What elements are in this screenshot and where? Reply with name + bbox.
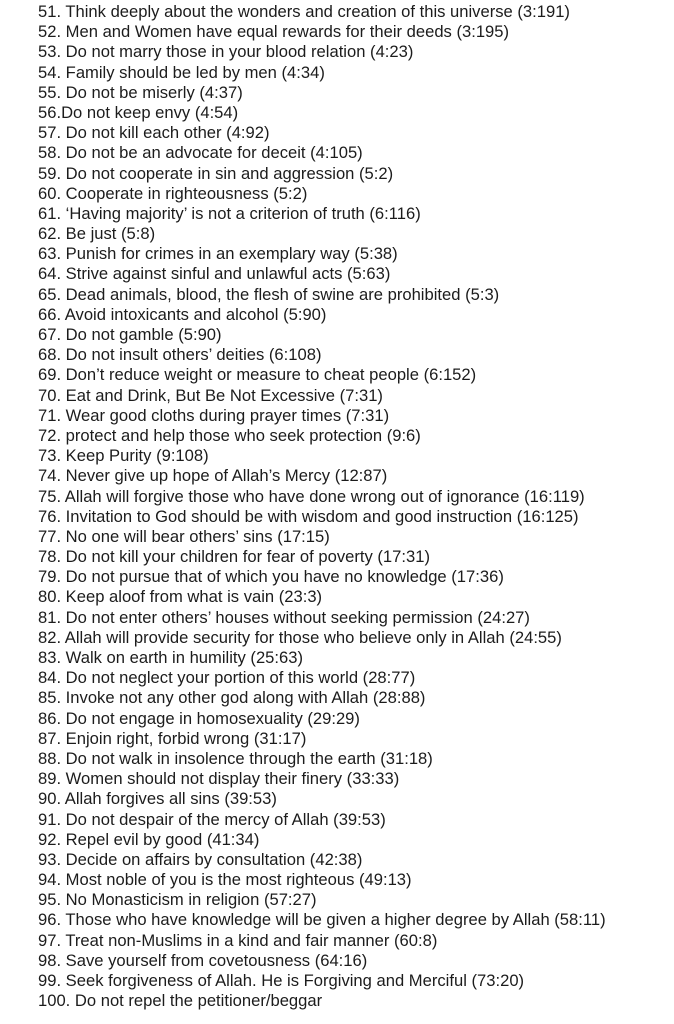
list-item: 58. Do not be an advocate for deceit (4:105) — [38, 143, 363, 163]
list-item: 77. No one will bear others’ sins (17:15) — [38, 526, 330, 546]
list-item: 66. Avoid intoxicants and alcohol (5:90) — [38, 304, 327, 324]
list-item: 81. Do not enter others’ houses without seeking permission (24:27) — [38, 607, 530, 627]
list-item: 99. Seek forgiveness of Allah. He is Forgiving and Merciful (73:20) — [38, 971, 525, 990]
list-item: 94. Most noble of you is the most righteous (49:13) — [38, 870, 412, 890]
list-item: 84. Do not neglect your portion of this world (28:77) — [38, 668, 416, 688]
commandments-list — [38, 2, 670, 1011]
list-item: 71. Wear good cloths during prayer times (7:31) — [38, 405, 390, 425]
list-item: 98. Save yourself from covetousness (64:16) — [38, 950, 368, 970]
list-item: 67. Do not gamble (5:90) — [38, 325, 222, 344]
list-item: 61. ‘Having majority’ is not a criterion of truth (6:116) — [38, 203, 421, 223]
list-item: 75. Allah will forgive those who have done wrong out of ignorance (16:119) — [38, 486, 585, 506]
list-item: 92. Repel evil by good (41:34) — [38, 829, 260, 849]
list-item: 64. Strive against sinful and unlawful acts (5:63) — [38, 264, 391, 284]
list-item: 53. Do not marry those in your blood relation (4:23) — [38, 42, 414, 62]
list-item: 88. Do not walk in insolence through the earth (31:18) — [38, 748, 433, 768]
list-item: 91. Do not despair of the mercy of Allah (39:53) — [38, 809, 386, 829]
list-item: 97. Treat non-Muslims in a kind and fair manner (60:8) — [38, 930, 438, 950]
list-item: 78. Do not kill your children for fear of poverty (17:31) — [38, 547, 430, 567]
list-item: 83. Walk on earth in humility (25:63) — [38, 648, 304, 667]
list-item: 80. Keep aloof from what is vain (23:3) — [38, 587, 323, 607]
list-item: 54. Family should be led by men (4:34) — [38, 62, 325, 82]
list-item: 55. Do not be miserly (4:37) — [38, 82, 243, 102]
list-item: 85. Invoke not any other god along with Allah (28:88) — [38, 688, 426, 708]
list-item: 63. Punish for crimes in an exemplary way (5:38) — [38, 244, 398, 264]
list-item: 72. protect and help those who seek protection (9:6) — [38, 425, 421, 445]
list-item: 87. Enjoin right, forbid wrong (31:17) — [38, 728, 307, 748]
list-item: 68. Do not insult others’ deities (6:108) — [38, 345, 322, 365]
list-item: 65. Dead animals, blood, the flesh of swine are prohibited (5:3) — [38, 284, 500, 304]
list-item: 70. Eat and Drink, But Be Not Excessive (7:31) — [38, 385, 383, 405]
list-item: 73. Keep Purity (9:108) — [38, 446, 209, 466]
list-item: 52. Men and Women have equal rewards for their deeds (3:195) — [38, 22, 510, 42]
list-item: 57. Do not kill each other (4:92) — [38, 123, 270, 143]
list-item: 62. Be just (5:8) — [38, 224, 156, 244]
list-item: 69. Don’t reduce weight or measure to cheat people (6:152) — [38, 365, 477, 385]
list-item: 82. Allah will provide security for those who believe only in Allah (24:55) — [38, 627, 562, 647]
list-item: 60. Cooperate in righteousness (5:2) — [38, 183, 308, 203]
list-item: 79. Do not pursue that of which you have no knowledge (17:36) — [38, 567, 504, 587]
list-item: 96. Those who have knowledge will be given a higher degree by Allah (58:11) — [38, 910, 606, 930]
list-item: 76. Invitation to God should be with wisdom and good instruction (16:125) — [38, 506, 579, 526]
list-item: 93. Decide on affairs by consultation (42:38) — [38, 849, 363, 869]
list-item: 74. Never give up hope of Allah’s Mercy (12:87) — [38, 466, 388, 486]
list-item: 90. Allah forgives all sins (39:53) — [38, 789, 277, 809]
list-item: 86. Do not engage in homosexuality (29:29) — [38, 708, 360, 728]
list-item: 59. Do not cooperate in sin and aggression (5:2) — [38, 163, 394, 183]
list-item: 95. No Monasticism in religion (57:27) — [38, 890, 317, 910]
list-item: 100. Do not repel the petitioner/beggar — [38, 991, 323, 1011]
list-item: 89. Women should not display their finery (33:33) — [38, 769, 400, 789]
list-item: 51. Think deeply about the wonders and creation of this universe (3:191) — [38, 2, 570, 21]
list-item: 56.Do not keep envy (4:54) — [38, 102, 239, 122]
